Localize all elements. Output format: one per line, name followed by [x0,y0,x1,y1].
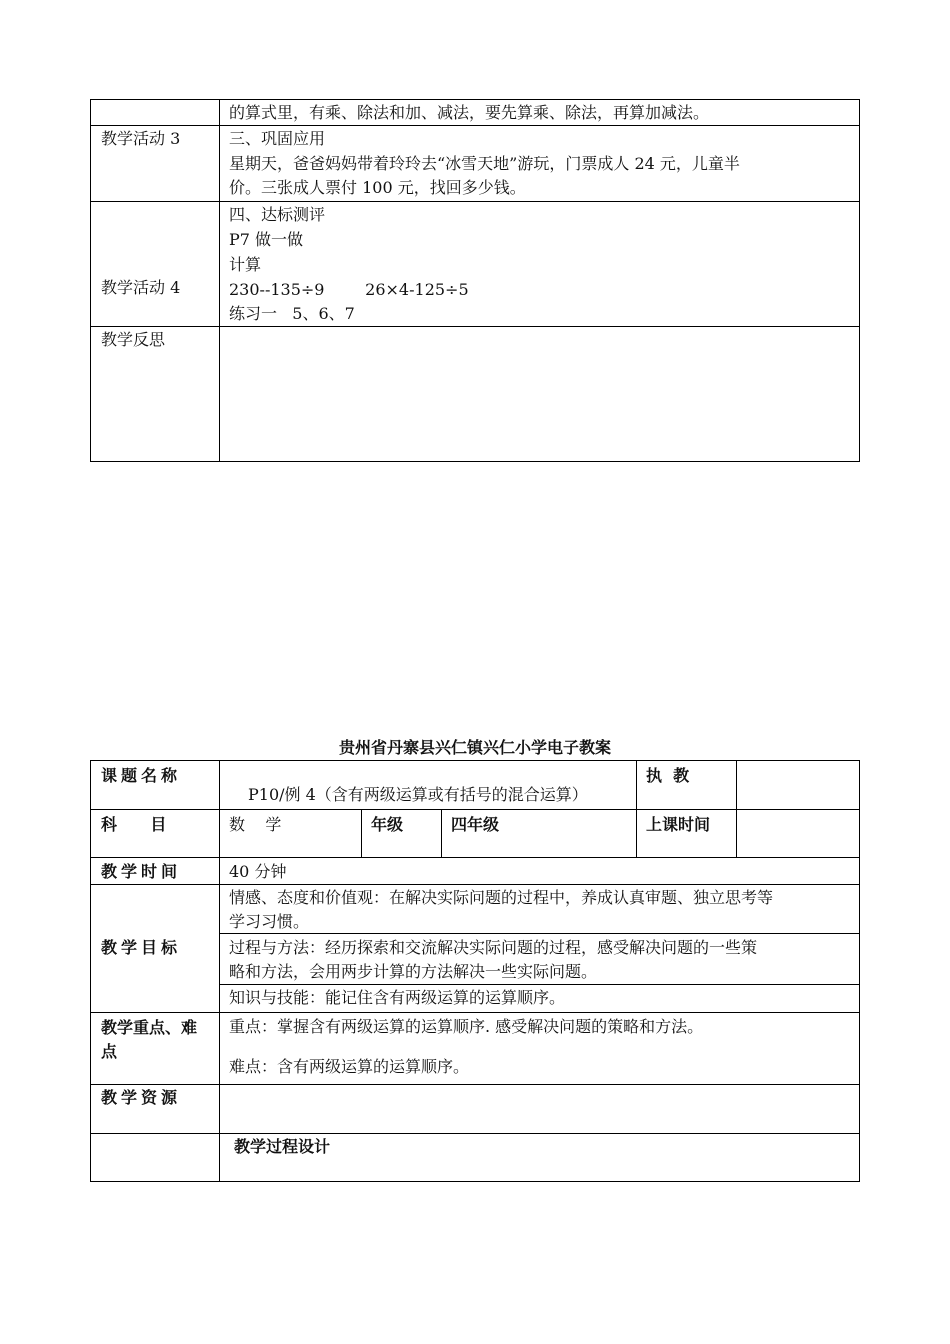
class-time-label: 上课时间 [646,815,711,834]
key-point: 重点：掌握含有两级运算的运算顺序. 感受解决问题的策略和方法。 [229,1017,704,1036]
activity3-label: 教学活动 3 [101,129,181,148]
key-points-label-line: 点 [101,1042,118,1061]
duration-value: 40 分钟 [229,862,287,881]
lesson-plan-title: 贵州省丹寨县兴仁镇兴仁小学电子教案 [338,738,611,757]
subject-label: 科 目 [101,815,167,834]
difficult-point: 难点：含有两级运算的运算顺序。 [229,1057,470,1076]
goal-emotion-line: 情感、态度和价值观：在解决实际问题的过程中，养成认真审题、独立思考等 [229,888,774,907]
activity4-line: 练习一 5、6、7 [229,304,355,323]
course-name-label: 课题名称 [101,766,182,785]
activity4-line: 230--135÷9 26×4-125÷5 [229,280,469,299]
goal-emotion-line: 学习习惯。 [229,912,310,931]
reflection-label: 教学反思 [101,330,166,349]
activity3-line: 价。三张成人票付 100 元，找回多少钱。 [229,178,526,197]
activity3-line: 星期天，爸爸妈妈带着玲玲去“冰雪天地”游玩，门票成人 24 元，儿童半 [229,154,740,173]
goal-process-line: 过程与方法：经历探索和交流解决实际问题的过程，感受解决问题的一些策 [229,938,758,957]
activity4-line: P7 做一做 [229,230,304,249]
resources-label: 教学资源 [101,1088,182,1107]
goals-label: 教学目标 [101,938,182,957]
duration-label: 教学时间 [101,862,182,881]
subject-value: 数 学 [229,815,282,834]
teacher-label: 执 教 [646,766,690,785]
row1-continuation-text: 的算式里，有乘、除法和加、减法，要先算乘、除法，再算加减法。 [229,103,710,122]
grade-value: 四年级 [451,815,500,834]
goal-knowledge: 知识与技能：能记住含有两级运算的运算顺序。 [229,988,566,1007]
activity3-line: 三、巩固应用 [229,129,326,148]
goal-process-line: 略和方法，会用两步计算的方法解决一些实际问题。 [229,962,598,981]
course-name-value: P10/例 4（含有两级运算或有括号的混合运算） [248,785,588,804]
key-points-label-line: 教学重点、难 [101,1018,198,1037]
grade-label: 年级 [371,815,404,834]
activity4-line: 四、达标测评 [229,205,326,224]
process-design-label: 教学过程设计 [234,1137,331,1156]
activity4-line: 计算 [229,255,262,274]
activity4-label: 教学活动 4 [101,278,181,297]
